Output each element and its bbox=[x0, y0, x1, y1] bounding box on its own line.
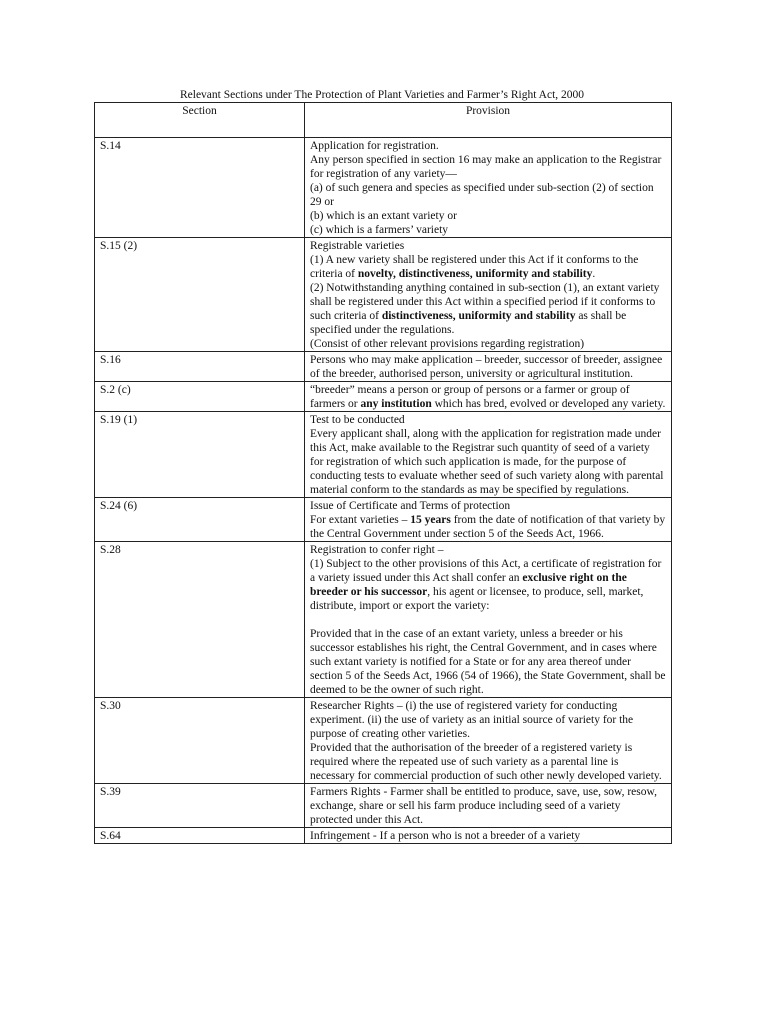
provision-paragraph bbox=[310, 337, 666, 351]
bold-text: novelty, distinctiveness, uniformity and stability bbox=[357, 268, 593, 280]
provision-text: (c) which is a farmers’ variety bbox=[310, 224, 449, 236]
section-cell: S.14 bbox=[95, 138, 305, 238]
section-cell: S.28 bbox=[95, 542, 305, 698]
table-row bbox=[95, 784, 672, 828]
provision-paragraph bbox=[310, 499, 666, 513]
provision-text: Provided that the authorisation of the breeder of a registered variety is required where the repeated use of such variety as a parental line is necessary for commercial production of such other newly developed variety. bbox=[310, 742, 662, 782]
section-cell: S.24 (6) bbox=[95, 498, 305, 542]
provision-text: Provided that in the case of an extant variety, unless a breeder or his successor establishes his right, the Central Government, and in cases where such extant variety is notified for a State or for any area thereof under section 5 of the Seeds Act, 1966 (54 of 1966), the State Government, shall be deemed to be the owner of such right. bbox=[310, 628, 666, 696]
provision-paragraph bbox=[310, 557, 666, 613]
provision-text: which has bred, evolved or developed any variety. bbox=[431, 398, 666, 410]
section-cell: S.16 bbox=[95, 352, 305, 382]
section-cell: S.15 (2) bbox=[95, 238, 305, 352]
provision-text: Issue of Certificate and Terms of protection bbox=[310, 500, 511, 512]
table-row bbox=[95, 382, 672, 412]
provision-cell bbox=[305, 542, 672, 698]
provision-text: (Consist of other relevant provisions regarding registration) bbox=[310, 338, 585, 350]
provision-text: (1) A new variety shall be registered under this Act if it conforms to the criteria of bbox=[310, 254, 639, 280]
provision-text: Farmers Rights - Farmer shall be entitled to produce, save, use, sow, resow, exchange, share or sell his farm produce including seed of a variety protected under this Act. bbox=[310, 786, 657, 826]
table-row bbox=[95, 352, 672, 382]
provision-text: Every applicant shall, along with the application for registration made under this Act, make available to the Registrar such quantity of seed of a variety for registration of which such application is made, for the purpose of conducting tests to evaluate whether seed of such variety along with parental material conform to the standards as may be specified by regulations. bbox=[310, 428, 664, 496]
provision-paragraph bbox=[310, 829, 666, 843]
provision-text: (a) of such genera and species as specified under sub-section (2) of section 29 or bbox=[310, 182, 654, 208]
bold-text: distinctiveness, uniformity and stability bbox=[381, 310, 576, 322]
bold-text: any institution bbox=[360, 398, 432, 410]
section-cell: S.64 bbox=[95, 828, 305, 844]
column-header-section: Section bbox=[95, 103, 305, 138]
table-body bbox=[95, 138, 672, 844]
provision-text: (2) Notwithstanding anything contained in sub-section (1), an extant variety shall be registered under this Act within a specified period if it conforms to such criteria of bbox=[310, 282, 660, 322]
provision-cell bbox=[305, 352, 672, 382]
table-row bbox=[95, 138, 672, 238]
sections-table bbox=[94, 102, 672, 844]
provision-paragraph bbox=[310, 413, 666, 427]
section-cell: S.39 bbox=[95, 784, 305, 828]
provision-paragraph bbox=[310, 139, 666, 153]
blank-line bbox=[310, 613, 666, 627]
provision-text: Any person specified in section 16 may make an application to the Registrar for registration of any variety— bbox=[310, 154, 662, 180]
provision-cell bbox=[305, 498, 672, 542]
provision-text: “breeder” means a person or group of persons or a farmer or group of farmers or bbox=[310, 384, 630, 410]
table-row bbox=[95, 828, 672, 844]
provision-cell bbox=[305, 698, 672, 784]
provision-paragraph bbox=[310, 253, 666, 281]
provision-paragraph bbox=[310, 383, 666, 411]
provision-text: Researcher Rights – (i) the use of registered variety for conducting experiment. (ii) the use of variety as an initial source of variety for the purpose of creating other varieties. bbox=[310, 700, 634, 740]
provision-paragraph bbox=[310, 353, 666, 381]
provision-paragraph bbox=[310, 627, 666, 697]
provision-text: Application for registration. bbox=[310, 140, 439, 152]
provision-cell bbox=[305, 828, 672, 844]
column-header-provision: Provision bbox=[305, 103, 672, 138]
provision-paragraph bbox=[310, 223, 666, 237]
provision-cell bbox=[305, 238, 672, 352]
provision-cell bbox=[305, 412, 672, 498]
provision-text: (1) Subject to the other provisions of this Act, a certificate of registration for a variety issued under this Act shall confer an bbox=[310, 558, 662, 584]
provision-cell bbox=[305, 784, 672, 828]
bold-text: 15 years bbox=[410, 514, 451, 526]
provision-paragraph bbox=[310, 785, 666, 827]
bold-text: exclusive right on the breeder or his successor bbox=[310, 572, 627, 598]
table-row bbox=[95, 542, 672, 698]
table-row bbox=[95, 498, 672, 542]
provision-paragraph bbox=[310, 153, 666, 181]
provision-paragraph bbox=[310, 209, 666, 223]
table-row bbox=[95, 412, 672, 498]
provision-paragraph bbox=[310, 513, 666, 541]
section-cell: S.2 (c) bbox=[95, 382, 305, 412]
page-title: Relevant Sections under The Protection of Plant Varieties and Farmer’s Right Act, 2000 bbox=[179, 89, 585, 101]
provision-paragraph bbox=[310, 543, 666, 557]
provision-text: Test to be conducted bbox=[310, 414, 405, 426]
provision-paragraph bbox=[310, 741, 666, 783]
provision-paragraph bbox=[310, 699, 666, 741]
section-cell: S.30 bbox=[95, 698, 305, 784]
provision-paragraph bbox=[310, 239, 666, 253]
provision-text: Persons who may make application – breeder, successor of breeder, assignee of the breeder, authorised person, university or agricultural institution. bbox=[310, 354, 663, 380]
table-row bbox=[95, 238, 672, 352]
table-header-row bbox=[95, 103, 672, 138]
provision-text: Registration to confer right – bbox=[310, 544, 444, 556]
provision-text: , his agent or licensee, to produce, sell, market, distribute, import or export the variety: bbox=[310, 586, 644, 612]
provision-text: as shall be specified under the regulations. bbox=[310, 310, 627, 336]
provision-text: Infringement - If a person who is not a breeder of a variety bbox=[310, 830, 581, 842]
provision-text: Registrable varieties bbox=[310, 240, 405, 252]
provision-text: from the date of notification of that variety by the Central Government under section 5 of the Seeds Act, 1966. bbox=[310, 514, 666, 540]
provision-paragraph bbox=[310, 181, 666, 209]
provision-text: For extant varieties – bbox=[310, 514, 411, 526]
provision-paragraph bbox=[310, 281, 666, 337]
provision-paragraph bbox=[310, 427, 666, 497]
table-row bbox=[95, 698, 672, 784]
provision-text: (b) which is an extant variety or bbox=[310, 210, 457, 222]
provision-cell bbox=[305, 138, 672, 238]
provision-text: . bbox=[592, 268, 596, 280]
section-cell: S.19 (1) bbox=[95, 412, 305, 498]
provision-cell bbox=[305, 382, 672, 412]
